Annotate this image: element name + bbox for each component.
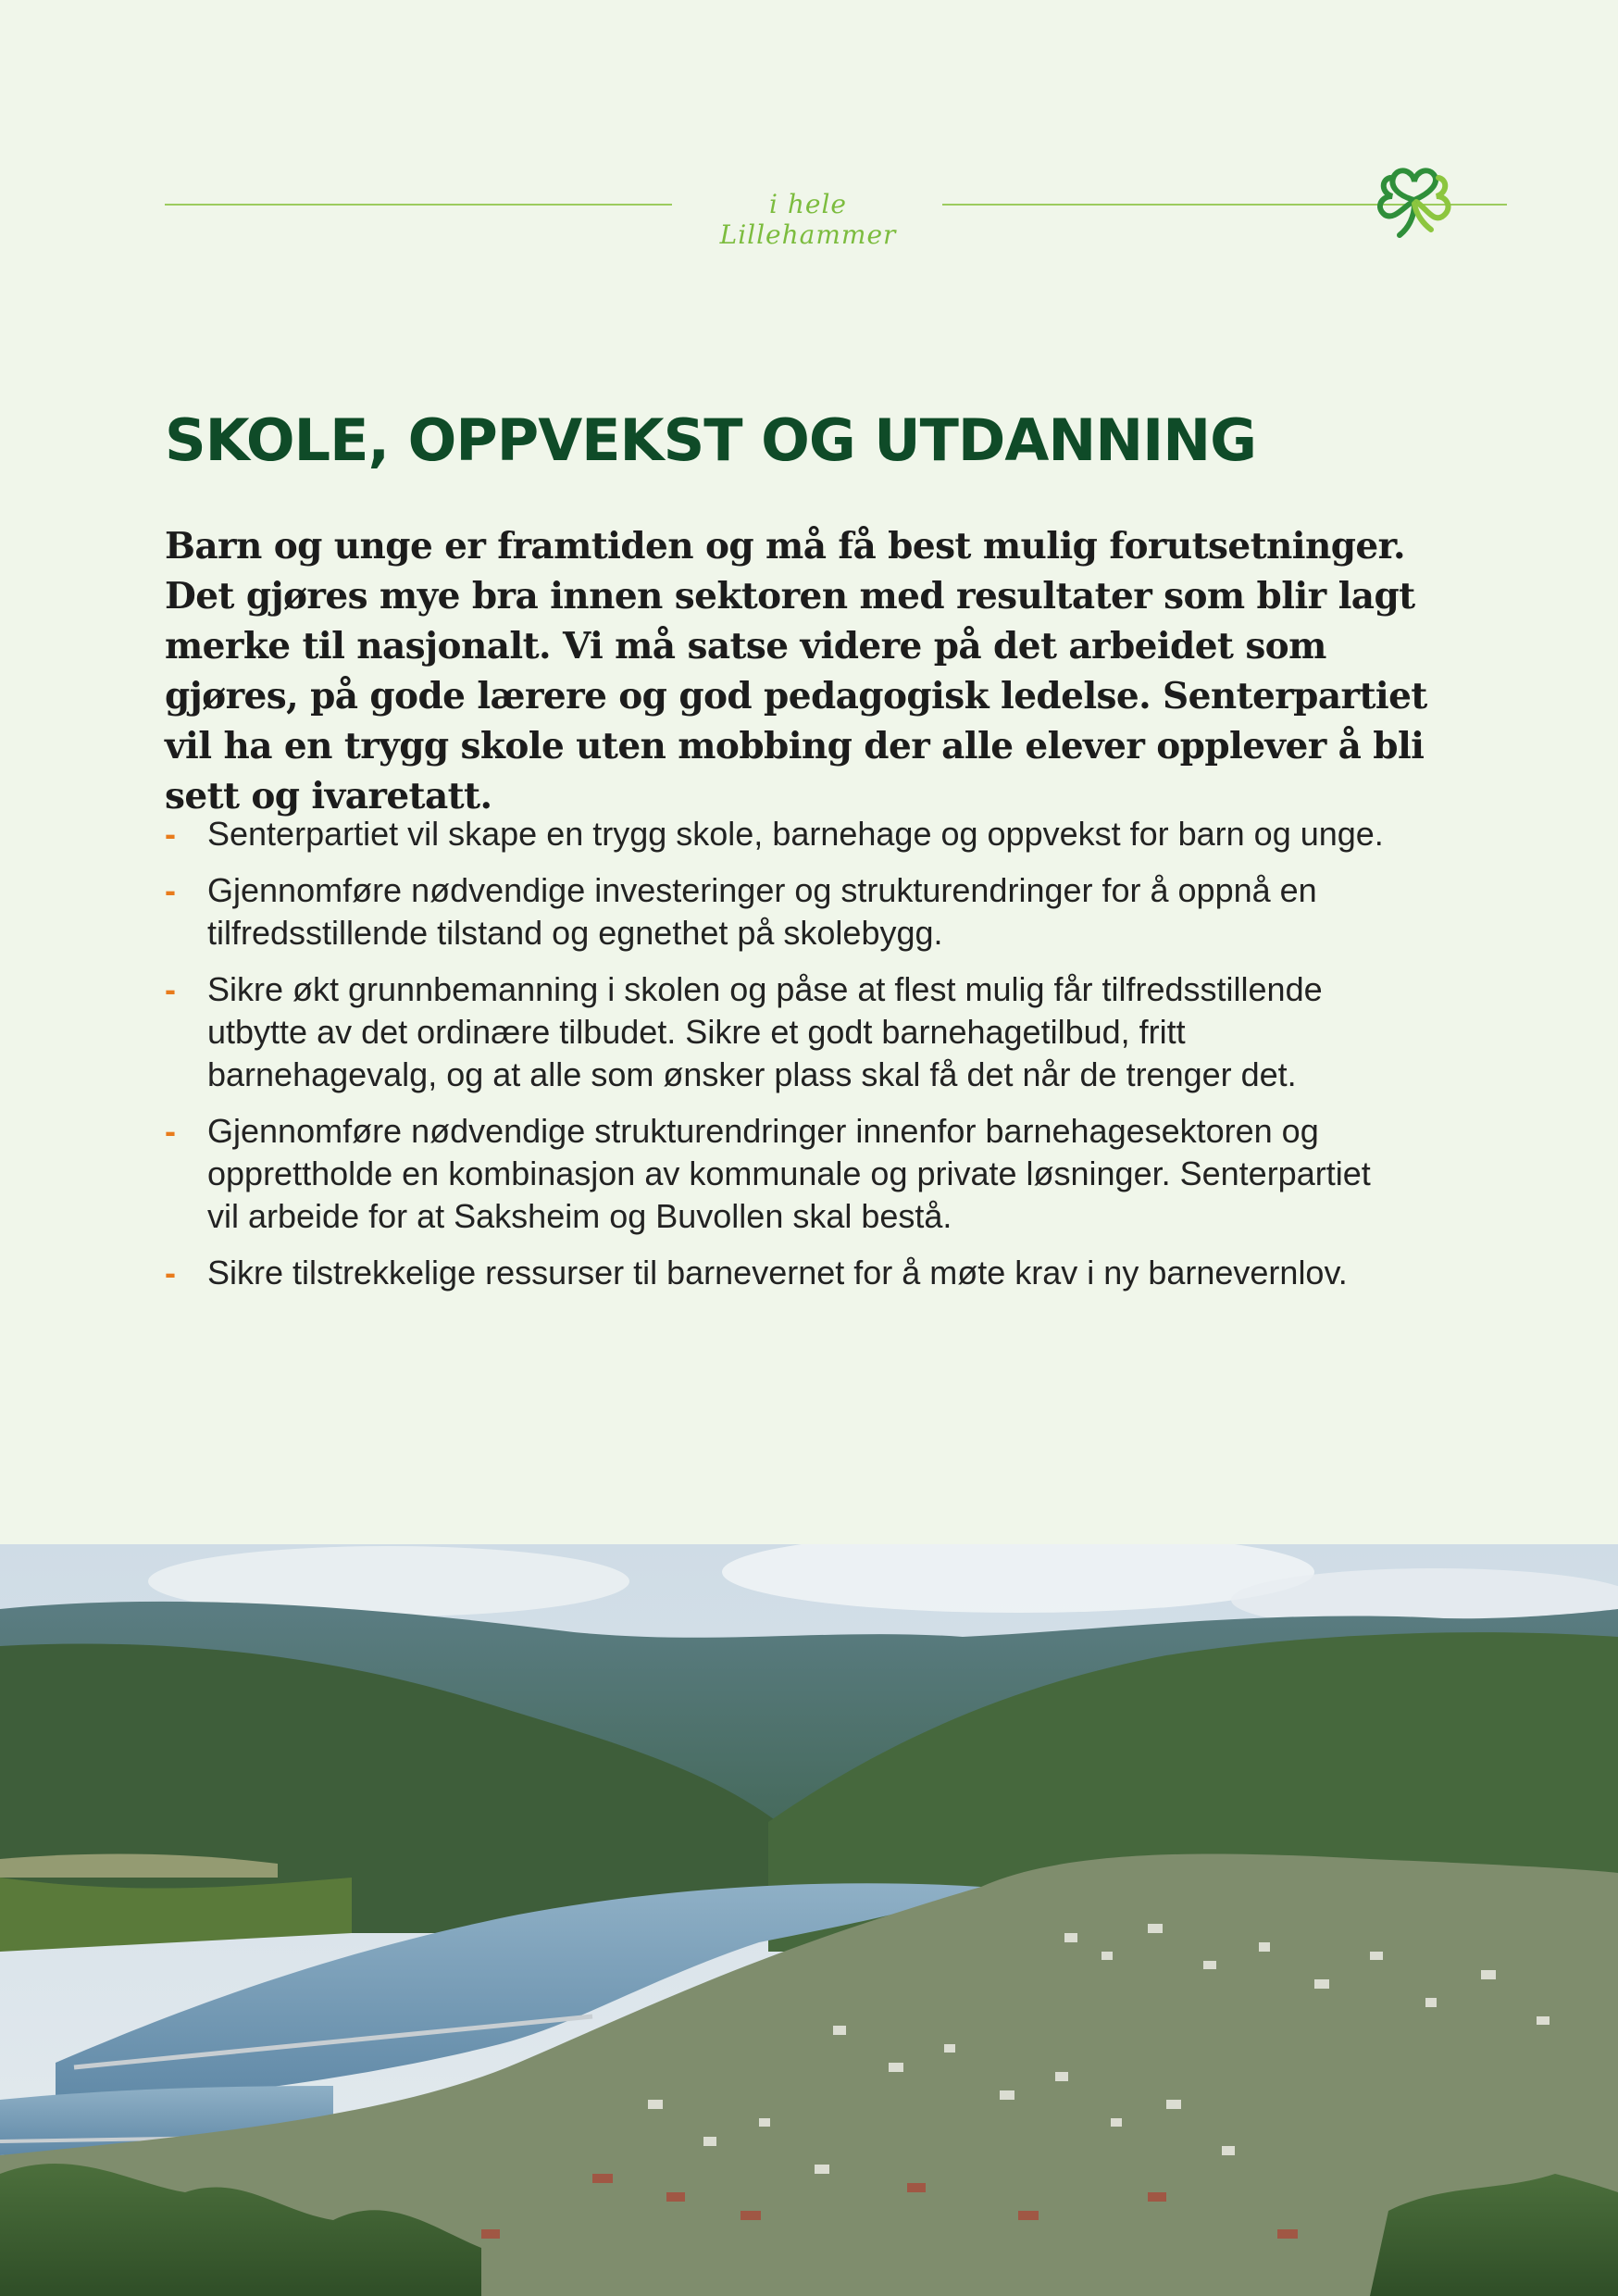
list-item-text: Gjennomføre nødvendige strukturendringer innenfor barnehagesektoren og opprettholde en kombinasjon av kommunale og private løsninger. Senterpartiet vil arbeide for at Saksheim og Buvollen skal bestå. <box>207 1112 1371 1235</box>
bullet-list <box>165 813 1396 1308</box>
list-item-text: Sikre økt grunnbemanning i skolen og påse at flest mulig får tilfredsstillende utbytte av det ordinære tilbudet. Sikre et godt barnehagetilbud, fritt barnehagevalg, og at alle som ønsker plass skal få det når de trenger det. <box>207 970 1323 1093</box>
page-title: SKOLE, OPPVEKST OG UTDANNING <box>165 406 1257 474</box>
bullet-marker: - <box>165 970 176 1008</box>
list-item-text: Sikre tilstrekkelige ressurser til barnevernet for å møte krav i ny barnevernlov. <box>207 1254 1348 1292</box>
bullet-marker: - <box>165 1112 176 1150</box>
bullet-marker: - <box>165 815 176 853</box>
list-item <box>165 813 1396 855</box>
header-tagline: i hele Lillehammer <box>719 189 897 250</box>
header-rule-left <box>165 204 672 206</box>
list-item <box>165 1110 1396 1238</box>
bullet-marker: - <box>165 871 176 909</box>
clover-icon <box>1372 159 1457 244</box>
landscape-photo <box>0 1544 1618 2296</box>
list-item-text: Senterpartiet vil skape en trygg skole, barnehage og oppvekst for barn og unge. <box>207 815 1384 853</box>
list-item <box>165 869 1396 955</box>
bullet-marker: - <box>165 1254 176 1292</box>
header-bar <box>165 176 1456 250</box>
lead-paragraph: Barn og unge er framtiden og må få best mulig forutsetninger. Det gjøres mye bra innen sektoren med resultater som blir lagt merke til nasjonalt. Vi må satse videre på det arbeidet som gjøres, på gode lærere og god pedagogisk ledelse. Senterpartiet vil ha en trygg skole uten mobbing der alle elever opplever å bli sett og ivaretatt. <box>165 525 1427 817</box>
list-item <box>165 968 1396 1096</box>
list-item <box>165 1252 1396 1294</box>
list-item-text: Gjennomføre nødvendige investeringer og strukturendringer for å oppnå en tilfredsstillende tilstand og egnethet på skolebygg. <box>207 871 1317 952</box>
